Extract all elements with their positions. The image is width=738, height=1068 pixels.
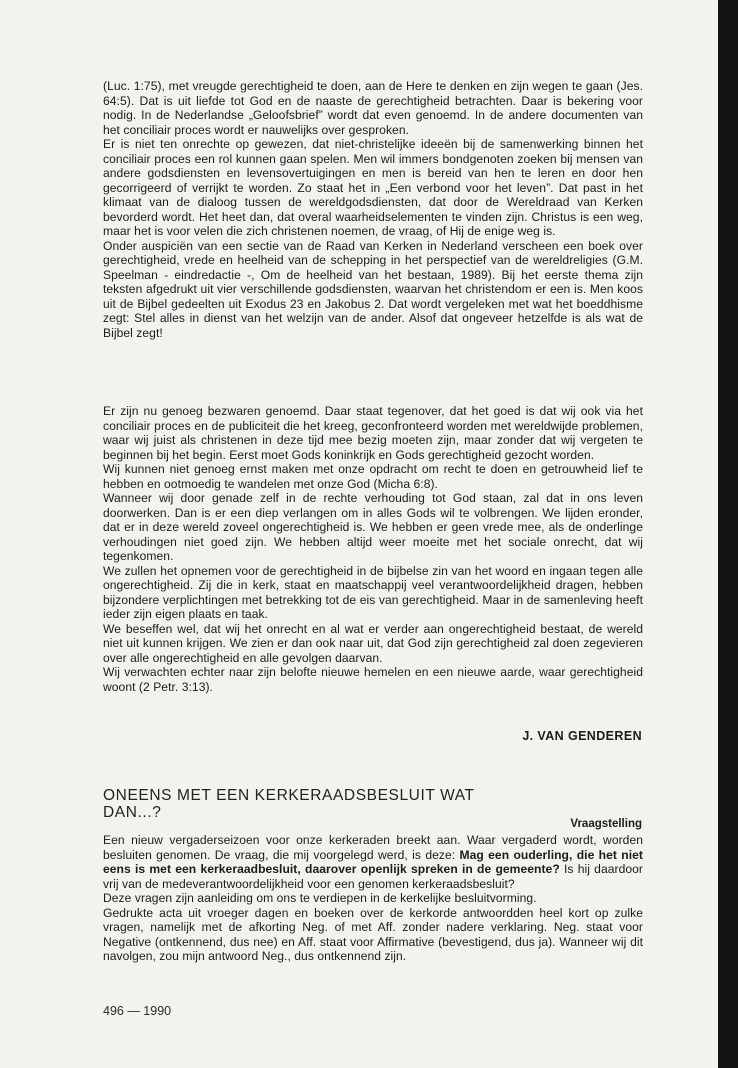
section-kicker: Vraagstelling — [570, 818, 642, 830]
paragraph: Onder auspiciën van een sectie van de Raad van Kerken in Nederland verscheen een boek over gerechtigheid, vrede en heelheid van de schepping in het perspectief van de wereldreligies (G.M. Speelman - eindredactie -, Om de heelheid van het bestaan, 1989). Bij het eerste thema zijn teksten afgedrukt uit vier verschillende godsdiensten, waarvan het christendom er een is. Men koos uit de Bijbel gedeelten uit Exodus 23 en Jakobus 2. Dat wordt vergeleken met wat het boeddhisme zegt: Stel alles in dienst van het welzijn van de ander. Alsof dat ongeveer hetzelfde is als wat de Bijbel zegt! — [103, 238, 643, 340]
question-emphasis: Mag een ouderling, die het niet eens is met een kerkeraadbesluit, daarover openlijk spreken in de gemeente? — [103, 847, 643, 876]
page-number: 496 — 1990 — [103, 1004, 172, 1018]
paragraph: Wij kunnen niet genoeg ernst maken met onze opdracht om recht te doen en getrouwheid lief te hebben en ootmoedig te wandelen met onze God (Micha 6:8). — [103, 462, 643, 491]
paragraph — [103, 833, 643, 891]
paragraph: (Luc. 1:75), met vreugde gerechtigheid te doen, aan de Here te denken en zijn wegen te gaan (Jes. 64:5). Dat is uit liefde tot God en de naaste de gerechtigheid betrachten. Daar is bekering voor nodig. In de Nederlandse „Geloofsbrief” wordt dat even genoemd. In de andere documenten van het conciliair proces wordt er nauwelijks over gesproken. — [103, 79, 643, 137]
paragraph: Wij verwachten echter naar zijn belofte nieuwe hemelen en een nieuwe aarde, waar gerechtigheid woont (2 Petr. 3:13). — [103, 665, 643, 694]
paragraph: Er is niet ten onrechte op gewezen, dat niet-christelijke ideeën bij de samenwerking binnen het conciliair proces een rol kunnen gaan spelen. Men wil immers bondgenoten zoeken bij mensen van andere godsdiensten en levensovertuigingen en men is bereid van hen te leren en door hen gecorrigeerd of verrijkt te worden. Zo staat het in „Een verbond voor het leven”. Dat past in het klimaat van de dialoog tussen de wereldgodsdiensten, dat door de Wereldraad van Kerken bevorderd wordt. Het heet dan, dat overal waarheidselementen te vinden zijn. Christus is een weg, maar het is voor velen die zich christenen noemen, de vraag, of Hij de enige weg is. — [103, 137, 643, 238]
paragraph: Gedrukte acta uit vroeger dagen en boeken over de kerkorde antwoordden heel kort op zulke vragen, namelijk met de afkorting Neg. of met Aff. zonder nadere verklaring. Neg. staat voor Negative (ontkennend, dus nee) en Aff. staat voor Affirmative (bevestigend, dus ja). Wanneer wij dit navolgen, zou mijn antwoord Neg., dus ontkennend zijn. — [103, 905, 643, 963]
scan-border — [718, 0, 738, 1068]
next-article-body — [103, 833, 643, 964]
article-body-part2 — [103, 404, 643, 694]
paragraph: Deze vragen zijn aanleiding om ons te verdiepen in de kerkelijke besluitvorming. — [103, 891, 537, 905]
article-body-part1 — [103, 79, 643, 340]
article-title: ONEENS MET EEN KERKERAADSBESLUIT WAT DAN...? — [103, 787, 475, 821]
paragraph-text: Is hij daardoor vrij van de medeverantwoordelijkheid voor een genomen kerkeraadsbesluit? — [103, 862, 643, 891]
paragraph-text: Een nieuw vergaderseizoen voor onze kerkeraden breekt aan. Waar vergaderd wordt, worden besluiten genomen. De vraag, die mij voorgelegd werd, is deze: — [103, 833, 643, 862]
author-signature: J. VAN GENDEREN — [522, 729, 642, 743]
paragraph: We zullen het opnemen voor de gerechtigheid in de bijbelse zin van het woord en ingaan tegen alle ongerechtigheid. Zij die in kerk, staat en maatschappij veel verantwoordelijkheid dragen, hebben bijzondere verplichtingen met betrekking tot de eis van gerechtigheid. Maar in de samenleving heeft ieder zijn eigen plaats en taak. — [103, 563, 643, 621]
paragraph: Wanneer wij door genade zelf in de rechte verhouding tot God staan, zal dat in ons leven doorwerken. Dan is er een diep verlangen om in alles Gods wil te volbrengen. We lijden eronder, dat er in deze wereld zoveel ongerechtigheid is. We hebben er geen vrede mee, als de onderlinge verhoudingen niet goed zijn. We hebben altijd weer moeite met het sociale onrecht, dat wij tegenkomen. — [103, 491, 643, 563]
paragraph: We beseffen wel, dat wij het onrecht en al wat er verder aan ongerechtigheid bestaat, de wereld niet uit kunnen krijgen. We zien er dan ook naar uit, dat God zijn gerechtigheid zal doen zegevieren over alle ongerechtigheid en alle gevolgen daarvan. — [103, 621, 643, 665]
paragraph: Er zijn nu genoeg bezwaren genoemd. Daar staat tegenover, dat het goed is dat wij ook via het conciliair proces en de publiciteit die het kreeg, geconfronteerd worden met wereldwijde problemen, waar wij juist als christenen in deze tijd mee bezig moeten zijn, maar zonder dat wij vergeten te beginnen bij het begin. Eerst moet Gods koninkrijk en Gods gerechtigheid gezocht worden. — [103, 404, 643, 462]
